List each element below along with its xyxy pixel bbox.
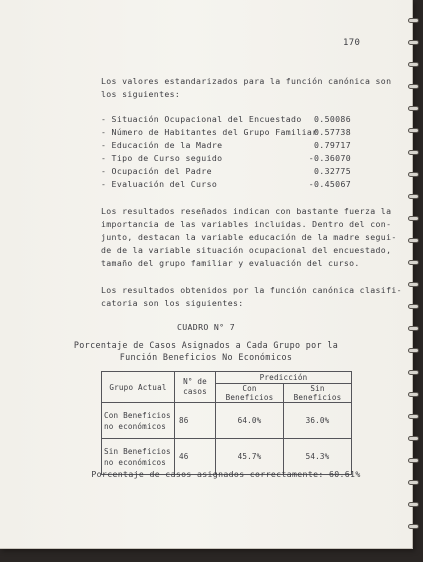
binding-ring [408,40,419,45]
variable-value: 0.32775 [314,166,351,176]
variable-label: - Educación de la Madre [101,140,223,150]
header-con-beneficios: Con Beneficios [216,384,284,403]
variable-value: 0.57738 [314,127,351,137]
binding-ring [408,348,419,353]
binding-ring [408,238,419,243]
variable-value: 0.79717 [314,140,351,150]
binding-ring [408,414,419,419]
binding-ring [408,282,419,287]
header-cases [175,372,216,403]
variable-label: - Ocupación del Padre [101,166,212,176]
table-label: CUADRO N° 7 [176,322,236,332]
paragraph-line: importancia de las variables incluidas. Dentro del con- [101,219,392,229]
binding-ring [408,84,419,89]
row-con: 45.7% [216,439,284,475]
binding-ring [408,62,419,67]
binding-ring [408,370,419,375]
row-group-line-1: Sin Beneficios [104,446,171,456]
variable-label: - Evaluación del Curso [101,179,218,189]
binding-ring [408,128,419,133]
binding-ring [408,436,419,441]
row-cases: 46 [175,439,216,475]
binding-ring [408,216,419,221]
variable-label: - Número de Habitantes del Grupo Familiar [101,127,318,137]
row-group-line-2: no económicos [104,457,167,467]
paragraph-line: Los resultados reseñados indican con bastante fuerza la [101,206,392,216]
results-table [101,371,352,475]
paragraph-line: tamaño del grupo familiar y evaluación del curso. [101,258,360,268]
binding-ring [408,304,419,309]
row-group-line-2: no económicos [104,421,167,431]
table-footer: Porcentaje de casos asignados correctamente: 60.61% [91,469,361,479]
binding-ring [408,150,419,155]
variable-value: -0.45067 [308,179,351,189]
page-number: 170 [343,38,361,48]
row-cases: 86 [175,403,216,439]
paragraph-line: de de la variable situación ocupacional del encuestado, [101,245,392,255]
header-prediction: Predicción [216,372,352,384]
binding-ring [408,502,419,507]
row-sin: 54.3% [284,439,352,475]
variable-label: - Situación Ocupacional del Encuestado [101,114,302,124]
intro-line-1: Los valores estandarizados para la función canónica son [101,76,392,86]
row-group [102,403,175,439]
row-con: 64.0% [216,403,284,439]
binding-ring [408,480,419,485]
binding-ring [408,260,419,265]
binding-ring [408,326,419,331]
variable-value: -0.36070 [308,153,351,163]
paragraph-line: junto, destacan la variable educación de la madre segui- [101,232,397,242]
table-row [102,403,352,439]
header-cases-line-1: N° de [183,377,207,386]
row-sin: 36.0% [284,403,352,439]
variable-value: 0.50086 [314,114,351,124]
binding-ring [408,392,419,397]
header-cases-line-2: casos [183,387,207,396]
header-group: Grupo Actual [102,372,175,403]
binding-ring [408,194,419,199]
binding-ring [408,172,419,177]
variable-label: - Tipo de Curso seguido [101,153,223,163]
table-title-line-2: Función Beneficios No Económicos [119,352,293,362]
intro-line-2: los siguientes: [101,89,181,99]
paragraph-line: Los resultados obtenidos por la función canónica clasifi- [101,285,402,295]
binding-ring [408,106,419,111]
row-group-line-1: Con Beneficios [104,410,171,420]
binding-ring [408,524,419,529]
header-sin-beneficios: Sin Beneficios [284,384,352,403]
binding-ring [408,18,419,23]
binding-ring [408,458,419,463]
table-title-line-1: Porcentaje de Casos Asignados a Cada Grupo por la [73,340,339,350]
paragraph-line: catoria son los siguientes: [101,298,244,308]
